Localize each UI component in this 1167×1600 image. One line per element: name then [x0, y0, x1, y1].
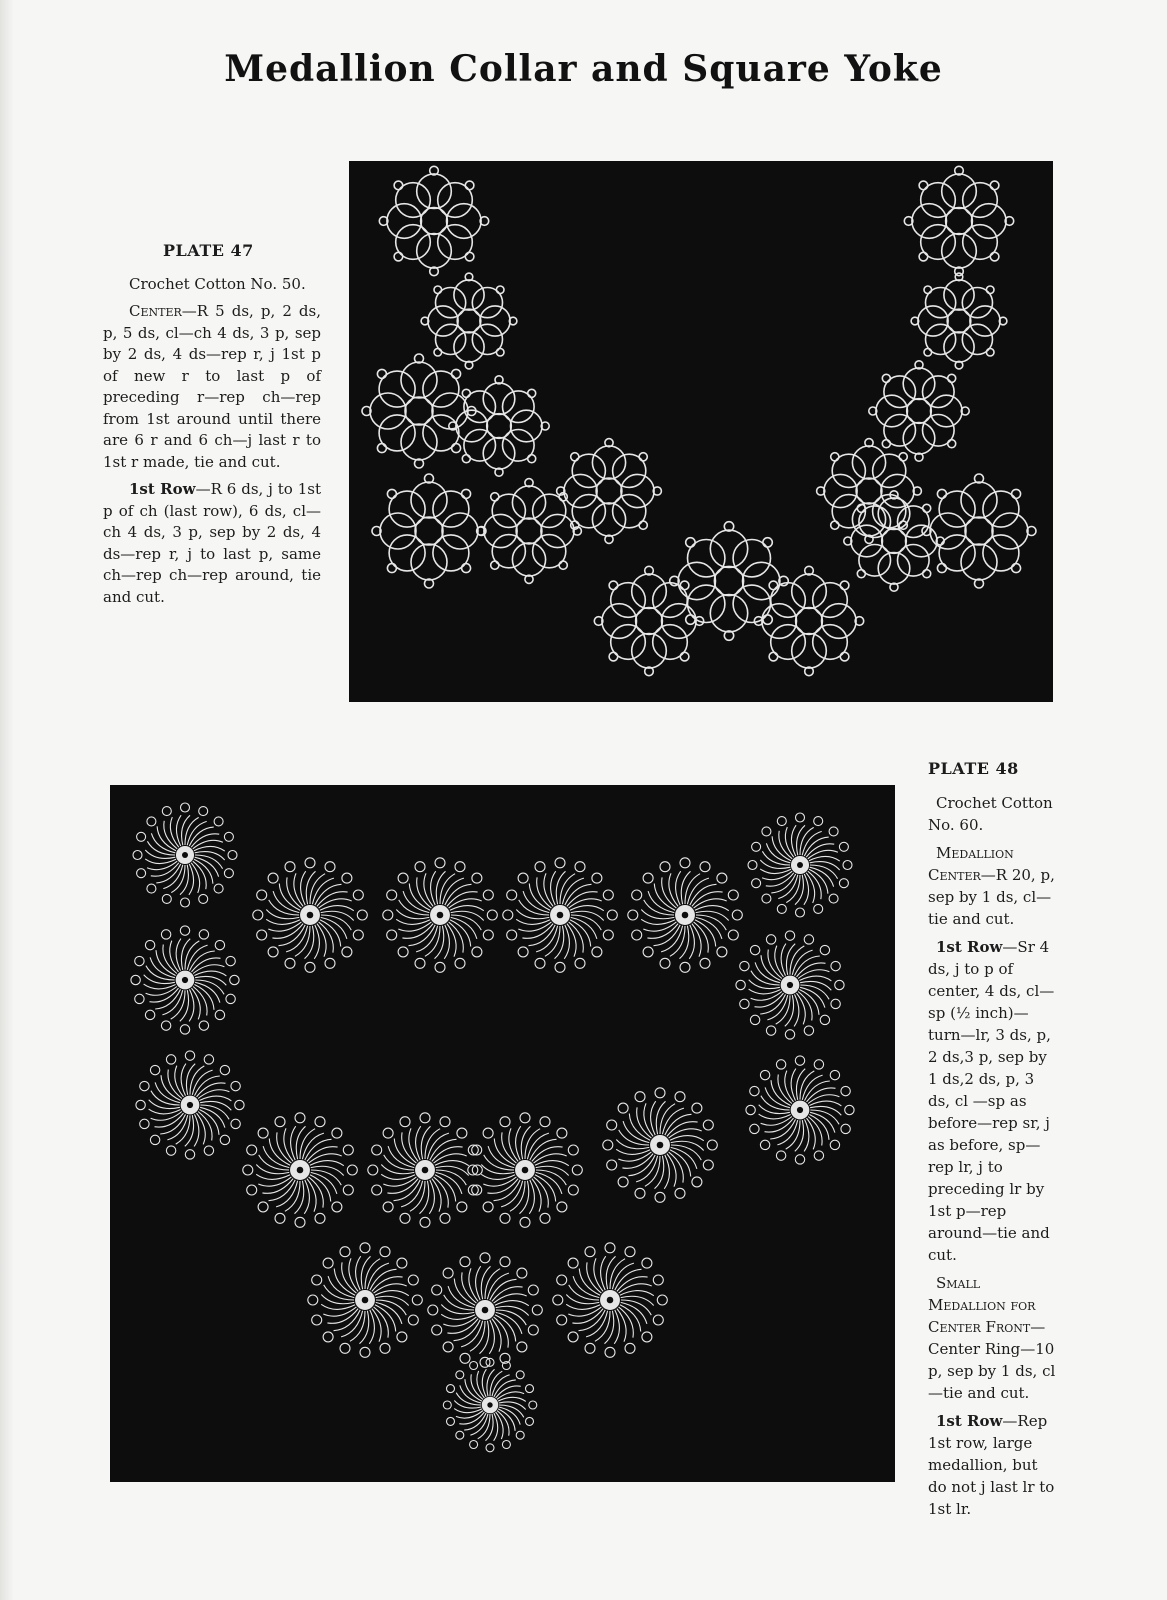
plate-48-row1: [928, 936, 1060, 1266]
lace-rosette: [557, 439, 662, 544]
lace-sunburst: [553, 1243, 668, 1358]
plate-48-medallion-center: [928, 842, 1060, 930]
plate-47-photo: [349, 161, 1053, 702]
lace-sunburst: [746, 1056, 854, 1164]
page-title: Medallion Collar and Square Yoke: [224, 48, 943, 90]
plate-48-heading: PLATE 48: [928, 759, 1019, 778]
lace-rosette: [449, 376, 549, 476]
lace-sunburst: [443, 1358, 537, 1452]
plate-47-material: Crochet Cotton No. 50.: [129, 274, 306, 293]
plate-48-material: Crochet Cotton No. 60.: [928, 794, 1053, 834]
lace-sunburst: [136, 1051, 244, 1159]
lace-rosette: [844, 491, 944, 591]
lace-rosette: [754, 566, 863, 675]
plate-47-lace-image: [349, 161, 1053, 702]
plate-48-photo: [110, 785, 895, 1482]
lace-rosette: [372, 474, 486, 588]
plate-48-text: [928, 758, 1060, 1526]
lace-sunburst: [243, 1113, 357, 1228]
plate-47-row1-instructions: [103, 479, 321, 608]
lace-rosette: [421, 273, 517, 369]
lace-sunburst: [133, 803, 237, 907]
lace-sunburst: [131, 926, 239, 1034]
plate-47-row1-text: —R 6 ds, j to 1st p of ch (last row), 6 ds, cl—ch 4 ds, 3 p, sep by 2 ds, 4 ds—rep r, j to last p, same ch—rep ch—rep around, tie and cut.: [103, 480, 321, 606]
lace-sunburst: [603, 1088, 718, 1203]
lace-sunburst: [748, 813, 852, 917]
lace-sunburst: [253, 858, 367, 973]
lace-sunburst: [628, 858, 743, 973]
plate-47-center-label: Center: [129, 302, 182, 320]
lace-rosette: [594, 566, 703, 675]
plate-48-medallion-center-label: Medallion Center: [928, 844, 1014, 884]
lace-rosette: [911, 273, 1007, 369]
page-edge: [0, 0, 14, 1600]
lace-sunburst: [503, 858, 618, 973]
plate-48-small-medallion-label: Small Medallion for Center Front: [928, 1274, 1036, 1336]
lace-rosette: [817, 439, 922, 544]
plate-47-text: [103, 240, 321, 614]
lace-rosette: [922, 474, 1036, 588]
lace-sunburst: [468, 1113, 583, 1228]
plate-48-row1b: [928, 1410, 1060, 1520]
plate-48-small-medallion-text: —Center Ring—10 p, sep by 1 ds, cl—tie and cut.: [928, 1318, 1056, 1402]
lace-rosette: [477, 479, 582, 584]
plate-47-heading: PLATE 47: [163, 241, 254, 260]
plate-48-row1-label: 1st Row: [936, 938, 1003, 956]
lace-rosette: [904, 166, 1013, 275]
lace-rosette: [670, 522, 789, 641]
plate-48-row1b-label: 1st Row: [936, 1412, 1003, 1430]
lace-sunburst: [383, 858, 498, 973]
lace-sunburst: [428, 1253, 543, 1368]
lace-sunburst: [368, 1113, 483, 1228]
plate-48-small-medallion: [928, 1272, 1060, 1404]
plate-48-lace-image: [110, 785, 895, 1482]
lace-sunburst: [736, 931, 844, 1039]
lace-rosette: [362, 354, 476, 468]
lace-rosette: [869, 361, 969, 461]
plate-48-row1-text: —Sr 4 ds, j to p of center, 4 ds, cl—sp (½ inch)—turn—lr, 3 ds, p, 2 ds,3 p, sep by 1 ds,2 ds, p, 3 ds, cl —sp as before—rep sr, j as before, sp—rep lr, j to preceding lr by 1st p—rep around—tie and cut.: [928, 938, 1055, 1264]
plate-47-center-text: —R 5 ds, p, 2 ds, p, 5 ds, cl—ch 4 ds, 3 p, sep by 2 ds, 4 ds—rep r, j 1st p of new r to last p of preceding r—rep ch—rep from 1st around until there are 6 r and 6 ch—j last r to 1st r made, tie and cut.: [103, 302, 321, 471]
plate-47-center-instructions: [103, 301, 321, 473]
plate-47-row1-label: 1st Row: [129, 480, 196, 498]
lace-rosette: [379, 166, 488, 275]
plate-48-row1b-text: —Rep 1st row, large medallion, but do not j last lr to 1st lr.: [928, 1412, 1055, 1518]
lace-sunburst: [308, 1243, 423, 1358]
plate-48-medallion-center-text: —R 20, p, sep by 1 ds, cl—tie and cut.: [928, 866, 1055, 928]
